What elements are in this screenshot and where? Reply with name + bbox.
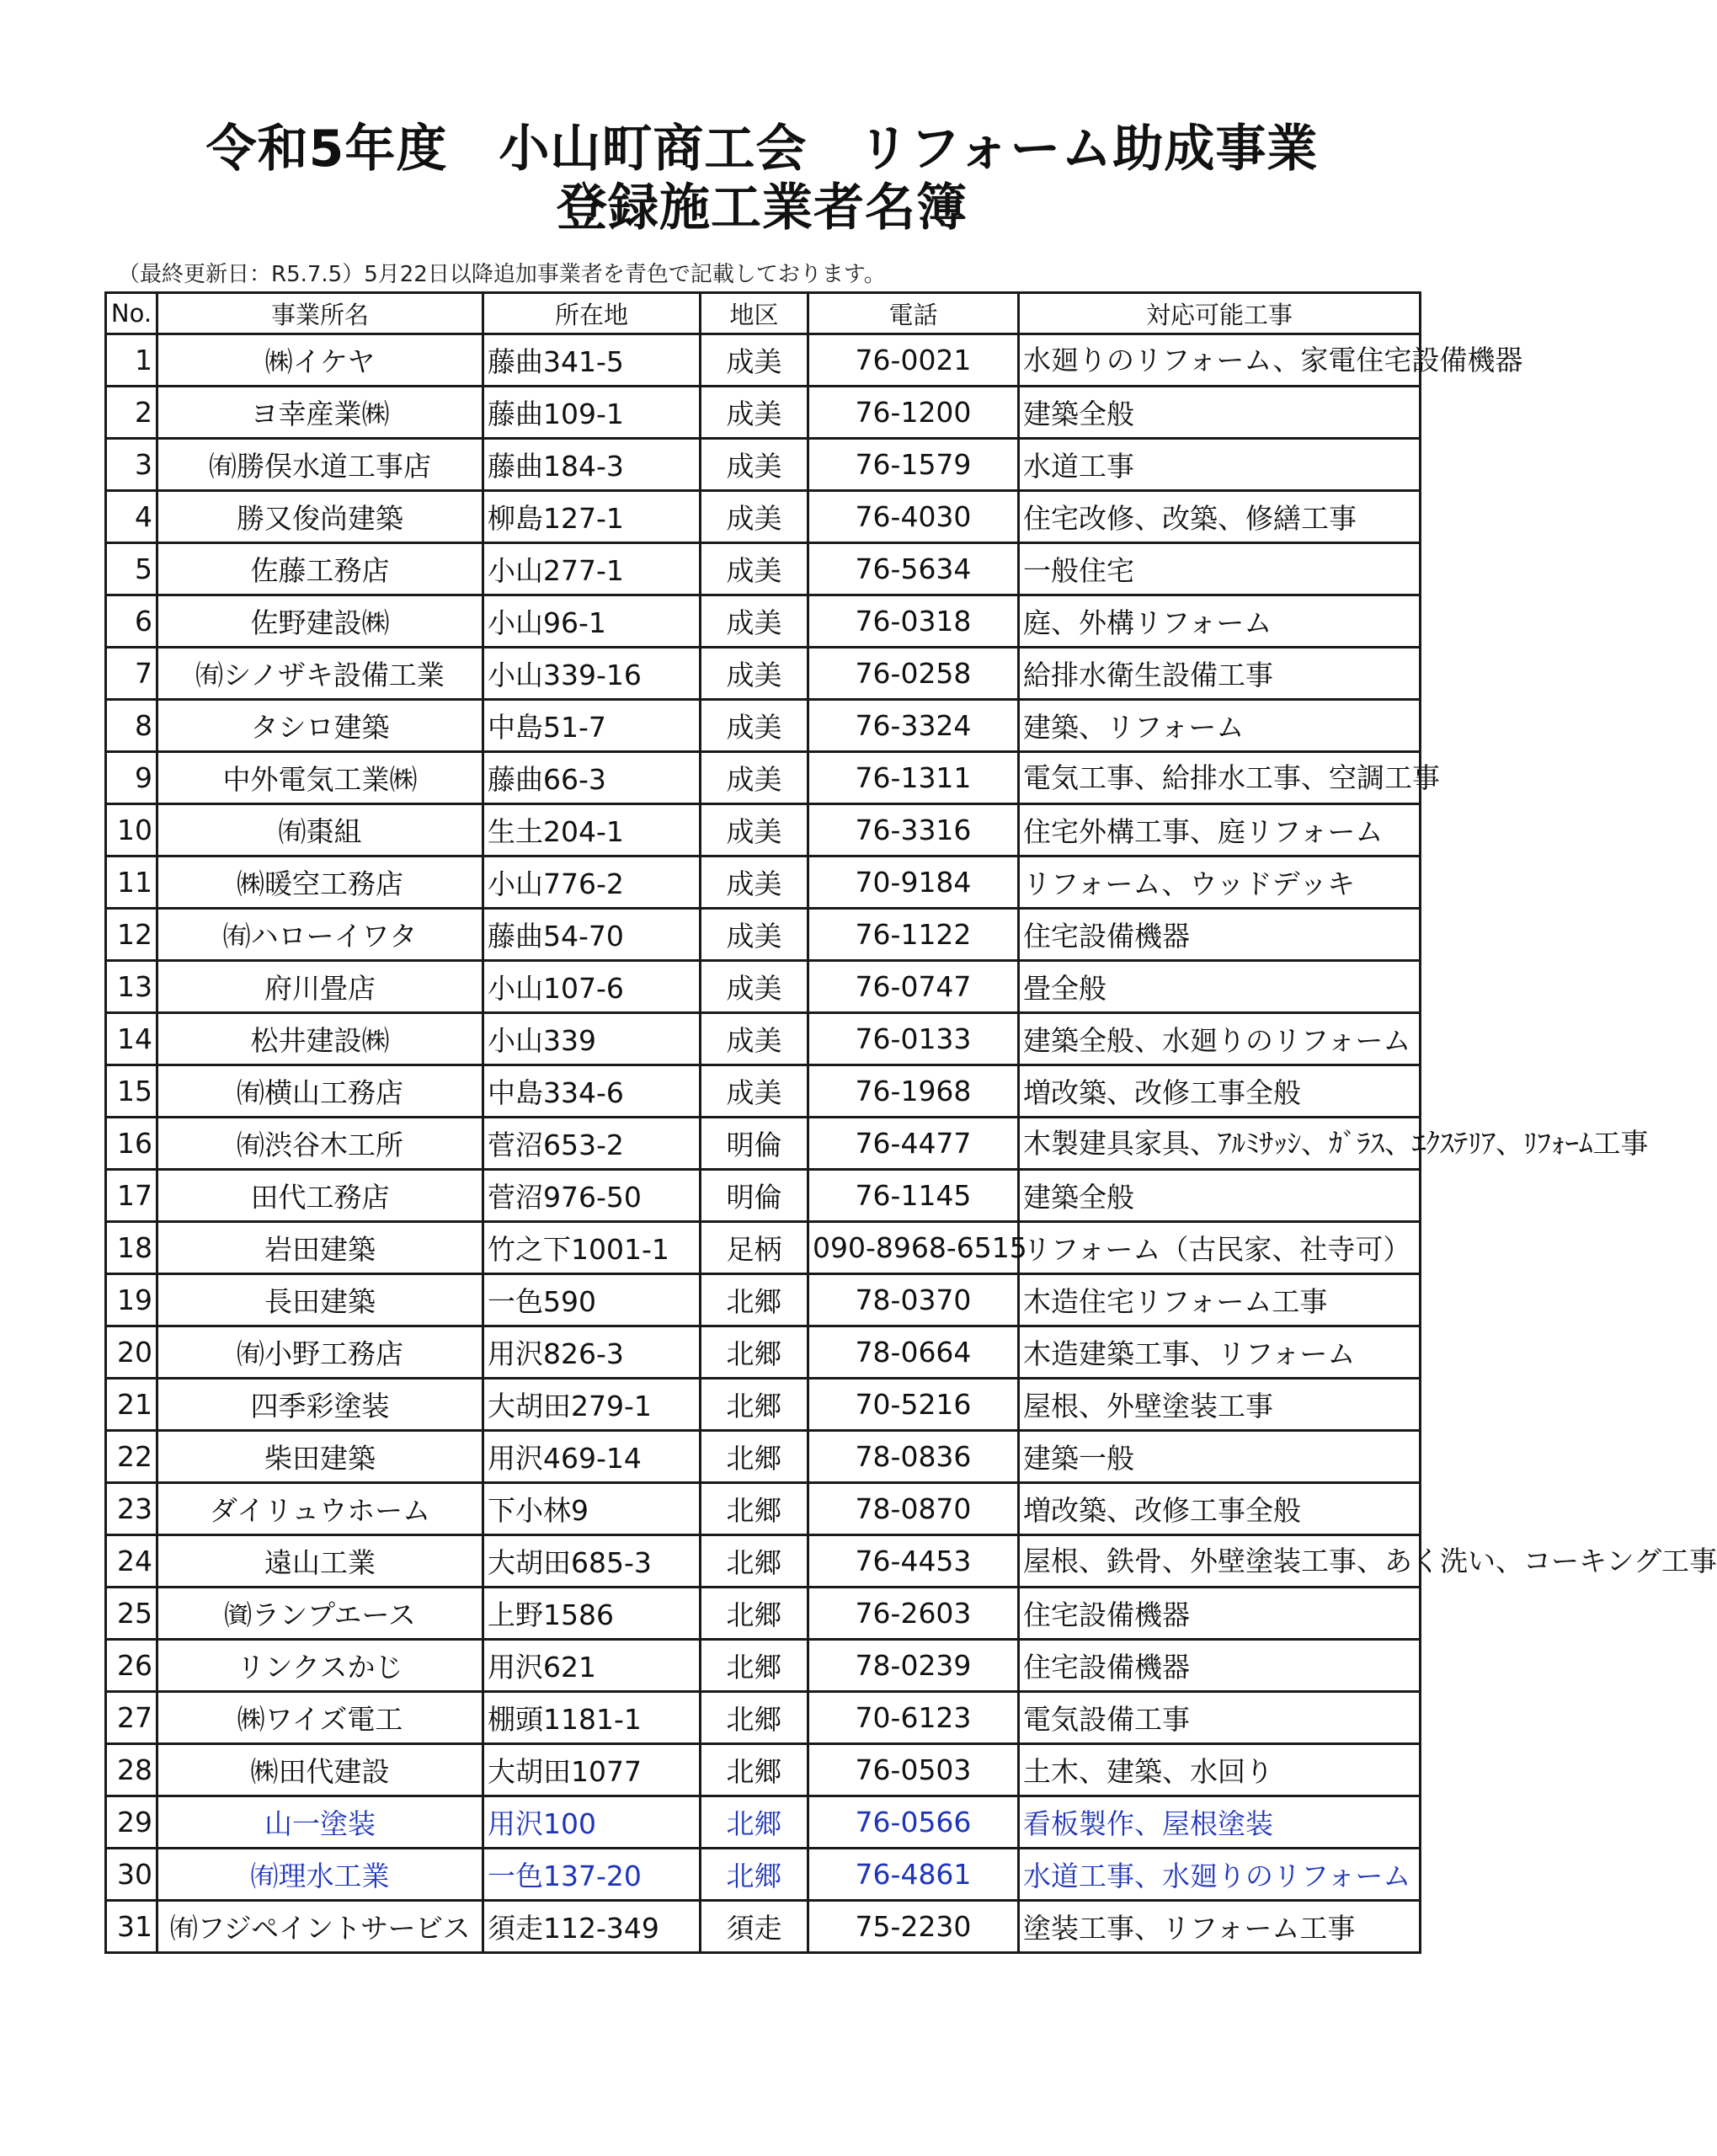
row-address: 小山339-16 (483, 648, 701, 700)
row-no: 20 (106, 1326, 157, 1379)
row-tel: 76-4453 (808, 1535, 1019, 1588)
row-no: 6 (106, 595, 157, 648)
row-business-name: ㈲ハローイワタ (157, 909, 483, 961)
row-address: 小山96-1 (483, 595, 701, 648)
row-no: 30 (106, 1849, 157, 1901)
row-tel: 76-3324 (808, 700, 1019, 752)
row-address: 生土204-1 (483, 804, 701, 857)
row-address: 小山776-2 (483, 857, 701, 909)
table-row (106, 1065, 1421, 1118)
row-tel: 76-1200 (808, 387, 1019, 439)
table-row (106, 1849, 1421, 1901)
row-area: 成美 (701, 334, 808, 387)
row-area: 成美 (701, 648, 808, 700)
table-row (106, 1118, 1421, 1170)
row-area: 成美 (701, 1065, 808, 1118)
row-no: 24 (106, 1535, 157, 1588)
row-business-name: ㈲横山工務店 (157, 1065, 483, 1118)
row-tel: 76-4477 (808, 1118, 1019, 1170)
row-no: 28 (106, 1744, 157, 1796)
table-row (106, 648, 1421, 700)
row-work: 屋根、外壁塗装工事 (1019, 1379, 1421, 1431)
row-no: 13 (106, 961, 157, 1013)
row-no: 15 (106, 1065, 157, 1118)
row-work: 住宅改修、改築、修繕工事 (1019, 491, 1421, 543)
row-tel: 78-0239 (808, 1640, 1019, 1692)
row-area: 成美 (701, 909, 808, 961)
row-business-name: ㈱暖空工務店 (157, 857, 483, 909)
row-address: 中島334-6 (483, 1065, 701, 1118)
row-tel: 76-2603 (808, 1588, 1019, 1640)
row-address: 用沢469-14 (483, 1431, 701, 1483)
row-no: 18 (106, 1222, 157, 1274)
row-area: 北郷 (701, 1379, 808, 1431)
row-work: 水廻りのリフォーム、家電住宅設備機器 (1019, 334, 1421, 387)
row-business-name: ㈲フジペイントサービス (157, 1901, 483, 1953)
table-row (106, 387, 1421, 439)
row-area: 成美 (701, 857, 808, 909)
row-business-name: 四季彩塗装 (157, 1379, 483, 1431)
row-address: 中島51-7 (483, 700, 701, 752)
row-address: 用沢621 (483, 1640, 701, 1692)
table-row (106, 961, 1421, 1013)
row-business-name: 柴田建築 (157, 1431, 483, 1483)
row-address: 下小林9 (483, 1483, 701, 1535)
row-work: リフォーム（古民家、社寺可） (1019, 1222, 1421, 1274)
row-area: 成美 (701, 491, 808, 543)
row-no: 8 (106, 700, 157, 752)
row-work: 住宅設備機器 (1019, 1588, 1421, 1640)
table-row (106, 1013, 1421, 1065)
page-title: 令和5年度 小山町商工会 リフォーム助成事業 (205, 120, 1319, 179)
table-row (106, 804, 1421, 857)
row-work: 土木、建築、水回り (1019, 1744, 1421, 1796)
row-address: 小山107-6 (483, 961, 701, 1013)
row-address: 竹之下1001-1 (483, 1222, 701, 1274)
row-work: 建築一般 (1019, 1431, 1421, 1483)
table-row (106, 1692, 1421, 1744)
header-address: 所在地 (483, 293, 701, 334)
row-work: 建築全般 (1019, 1170, 1421, 1222)
row-no: 14 (106, 1013, 157, 1065)
row-tel: 76-3316 (808, 804, 1019, 857)
row-work: 水道工事 (1019, 439, 1421, 491)
row-no: 10 (106, 804, 157, 857)
row-area: 成美 (701, 804, 808, 857)
row-no: 25 (106, 1588, 157, 1640)
row-tel: 76-5634 (808, 543, 1019, 595)
row-business-name: ㈲勝俣水道工事店 (157, 439, 483, 491)
row-address: 一色590 (483, 1274, 701, 1326)
row-business-name: ヨ幸産業㈱ (157, 387, 483, 439)
row-address: 小山277-1 (483, 543, 701, 595)
row-tel: 76-0021 (808, 334, 1019, 387)
row-area: 北郷 (701, 1744, 808, 1796)
row-business-name: ㈲棗組 (157, 804, 483, 857)
row-work: 木造住宅リフォーム工事 (1019, 1274, 1421, 1326)
row-business-name: ㈲シノザキ設備工業 (157, 648, 483, 700)
row-work: 木製建具家具、ｱﾙﾐｻｯｼ、ｶﾞﾗｽ、ｴｸｽﾃﾘｱ、ﾘﾌｫｰﾑ工事 (1019, 1118, 1421, 1170)
row-area: 北郷 (701, 1535, 808, 1588)
row-work: 増改築、改修工事全般 (1019, 1065, 1421, 1118)
row-tel: 76-1579 (808, 439, 1019, 491)
row-address: 藤曲66-3 (483, 752, 701, 804)
row-tel: 090-8968-6515 (808, 1222, 1019, 1274)
row-work: 住宅外構工事、庭リフォーム (1019, 804, 1421, 857)
row-no: 2 (106, 387, 157, 439)
row-no: 11 (106, 857, 157, 909)
row-business-name: ㈱イケヤ (157, 334, 483, 387)
row-area: 成美 (701, 961, 808, 1013)
row-no: 29 (106, 1796, 157, 1849)
row-area: 北郷 (701, 1692, 808, 1744)
row-business-name: 山一塗装 (157, 1796, 483, 1849)
table-row (106, 752, 1421, 804)
row-address: 用沢100 (483, 1796, 701, 1849)
row-no: 31 (106, 1901, 157, 1953)
row-work: 塗装工事、リフォーム工事 (1019, 1901, 1421, 1953)
table-row (106, 491, 1421, 543)
row-area: 明倫 (701, 1170, 808, 1222)
row-address: 柳島127-1 (483, 491, 701, 543)
row-work: 住宅設備機器 (1019, 909, 1421, 961)
row-no: 16 (106, 1118, 157, 1170)
row-work: 庭、外構リフォーム (1019, 595, 1421, 648)
row-no: 23 (106, 1483, 157, 1535)
row-business-name: ㈱田代建設 (157, 1744, 483, 1796)
row-address: 大胡田685-3 (483, 1535, 701, 1588)
row-address: 大胡田279-1 (483, 1379, 701, 1431)
row-address: 藤曲341-5 (483, 334, 701, 387)
contractor-table (104, 291, 1717, 1954)
table-row (106, 857, 1421, 909)
row-tel: 78-0370 (808, 1274, 1019, 1326)
table-row (106, 595, 1421, 648)
row-work: リフォーム、ウッドデッキ (1019, 857, 1421, 909)
row-area: 成美 (701, 700, 808, 752)
row-tel: 76-1311 (808, 752, 1019, 804)
row-tel: 78-0664 (808, 1326, 1019, 1379)
row-area: 足柄 (701, 1222, 808, 1274)
row-business-name: タシロ建築 (157, 700, 483, 752)
row-work: 給排水衛生設備工事 (1019, 648, 1421, 700)
row-work: 建築全般 (1019, 387, 1421, 439)
row-tel: 76-4861 (808, 1849, 1019, 1901)
row-area: 成美 (701, 595, 808, 648)
row-business-name: 遠山工業 (157, 1535, 483, 1588)
header-name: 事業所名 (157, 293, 483, 334)
row-work: 電気設備工事 (1019, 1692, 1421, 1744)
row-tel: 76-0566 (808, 1796, 1019, 1849)
row-area: 北郷 (701, 1326, 808, 1379)
row-work: 木造建築工事、リフォーム (1019, 1326, 1421, 1379)
row-area: 成美 (701, 1013, 808, 1065)
table-header-row (106, 293, 1421, 334)
row-work: 電気工事、給排水工事、空調工事 (1019, 752, 1421, 804)
table-row (106, 1640, 1421, 1692)
row-area: 明倫 (701, 1118, 808, 1170)
row-business-name: 佐野建設㈱ (157, 595, 483, 648)
row-no: 27 (106, 1692, 157, 1744)
table-row (106, 1379, 1421, 1431)
row-address: 藤曲109-1 (483, 387, 701, 439)
row-address: 上野1586 (483, 1588, 701, 1640)
row-no: 17 (106, 1170, 157, 1222)
table-row (106, 439, 1421, 491)
row-work: 建築全般、水廻りのリフォーム (1019, 1013, 1421, 1065)
row-area: 北郷 (701, 1274, 808, 1326)
row-no: 3 (106, 439, 157, 491)
row-tel: 76-4030 (808, 491, 1019, 543)
row-tel: 76-1122 (808, 909, 1019, 961)
row-business-name: ダイリュウホーム (157, 1483, 483, 1535)
table-row (106, 1431, 1421, 1483)
row-area: 北郷 (701, 1483, 808, 1535)
row-business-name: ㈲小野工務店 (157, 1326, 483, 1379)
table-row (106, 1274, 1421, 1326)
row-address: 大胡田1077 (483, 1744, 701, 1796)
row-tel: 70-6123 (808, 1692, 1019, 1744)
row-tel: 76-0503 (808, 1744, 1019, 1796)
row-no: 9 (106, 752, 157, 804)
header-tel: 電話 (808, 293, 1019, 334)
table-row (106, 1588, 1421, 1640)
header-area: 地区 (701, 293, 808, 334)
row-tel: 75-2230 (808, 1901, 1019, 1953)
table-row (106, 700, 1421, 752)
table-row (106, 1744, 1421, 1796)
header-no: No. (106, 293, 157, 334)
row-address: 用沢826-3 (483, 1326, 701, 1379)
row-work: 水道工事、水廻りのリフォーム (1019, 1849, 1421, 1901)
row-area: 成美 (701, 752, 808, 804)
row-area: 成美 (701, 439, 808, 491)
row-work: 住宅設備機器 (1019, 1640, 1421, 1692)
page-subtitle: 登録施工業者名簿 (557, 179, 968, 237)
row-address: 棚頭1181-1 (483, 1692, 701, 1744)
row-no: 12 (106, 909, 157, 961)
row-area: 北郷 (701, 1849, 808, 1901)
row-tel: 78-0870 (808, 1483, 1019, 1535)
row-business-name: ㈲渋谷木工所 (157, 1118, 483, 1170)
row-work: 一般住宅 (1019, 543, 1421, 595)
row-tel: 76-0258 (808, 648, 1019, 700)
table-row (106, 1535, 1421, 1588)
row-business-name: 府川畳店 (157, 961, 483, 1013)
table-row (106, 543, 1421, 595)
row-address: 菅沼653-2 (483, 1118, 701, 1170)
row-no: 21 (106, 1379, 157, 1431)
row-tel: 76-1145 (808, 1170, 1019, 1222)
row-business-name: 佐藤工務店 (157, 543, 483, 595)
row-area: 北郷 (701, 1431, 808, 1483)
table-row (106, 1326, 1421, 1379)
row-business-name: 松井建設㈱ (157, 1013, 483, 1065)
row-business-name: 田代工務店 (157, 1170, 483, 1222)
row-tel: 76-0318 (808, 595, 1019, 648)
table-row (106, 1222, 1421, 1274)
row-no: 19 (106, 1274, 157, 1326)
row-work: 増改築、改修工事全般 (1019, 1483, 1421, 1535)
row-business-name: 勝又俊尚建築 (157, 491, 483, 543)
row-business-name: ㈾ランプエース (157, 1588, 483, 1640)
row-business-name: 中外電気工業㈱ (157, 752, 483, 804)
table-row (106, 1796, 1421, 1849)
row-address: 小山339 (483, 1013, 701, 1065)
row-area: 成美 (701, 387, 808, 439)
row-business-name: 岩田建築 (157, 1222, 483, 1274)
row-business-name: 長田建築 (157, 1274, 483, 1326)
table-row (106, 334, 1421, 387)
header-work: 対応可能工事 (1019, 293, 1421, 334)
row-area: 北郷 (701, 1588, 808, 1640)
row-no: 5 (106, 543, 157, 595)
row-no: 22 (106, 1431, 157, 1483)
row-tel: 78-0836 (808, 1431, 1019, 1483)
row-tel: 76-1968 (808, 1065, 1019, 1118)
update-note: （最終更新日：R5.7.5）5月22日以降追加事業者を青色で記載しております。 (118, 262, 886, 287)
table-row (106, 1483, 1421, 1535)
row-business-name: ㈱ワイズ電工 (157, 1692, 483, 1744)
row-business-name: ㈲理水工業 (157, 1849, 483, 1901)
row-address: 須走112-349 (483, 1901, 701, 1953)
row-work: 看板製作、屋根塗装 (1019, 1796, 1421, 1849)
row-address: 菅沼976-50 (483, 1170, 701, 1222)
row-tel: 70-5216 (808, 1379, 1019, 1431)
row-work: 屋根、鉄骨、外壁塗装工事、あく洗い、コーキング工事 (1019, 1535, 1421, 1588)
table-row (106, 1901, 1421, 1953)
row-business-name: リンクスかじ (157, 1640, 483, 1692)
row-work: 畳全般 (1019, 961, 1421, 1013)
row-tel: 76-0133 (808, 1013, 1019, 1065)
table-row (106, 909, 1421, 961)
table-row (106, 1170, 1421, 1222)
row-address: 藤曲54-70 (483, 909, 701, 961)
row-address: 藤曲184-3 (483, 439, 701, 491)
row-area: 北郷 (701, 1796, 808, 1849)
row-area: 須走 (701, 1901, 808, 1953)
row-area: 成美 (701, 543, 808, 595)
row-no: 4 (106, 491, 157, 543)
row-address: 一色137-20 (483, 1849, 701, 1901)
row-work: 建築、リフォーム (1019, 700, 1421, 752)
row-tel: 76-0747 (808, 961, 1019, 1013)
row-area: 北郷 (701, 1640, 808, 1692)
row-no: 7 (106, 648, 157, 700)
row-no: 26 (106, 1640, 157, 1692)
row-no: 1 (106, 334, 157, 387)
row-tel: 70-9184 (808, 857, 1019, 909)
